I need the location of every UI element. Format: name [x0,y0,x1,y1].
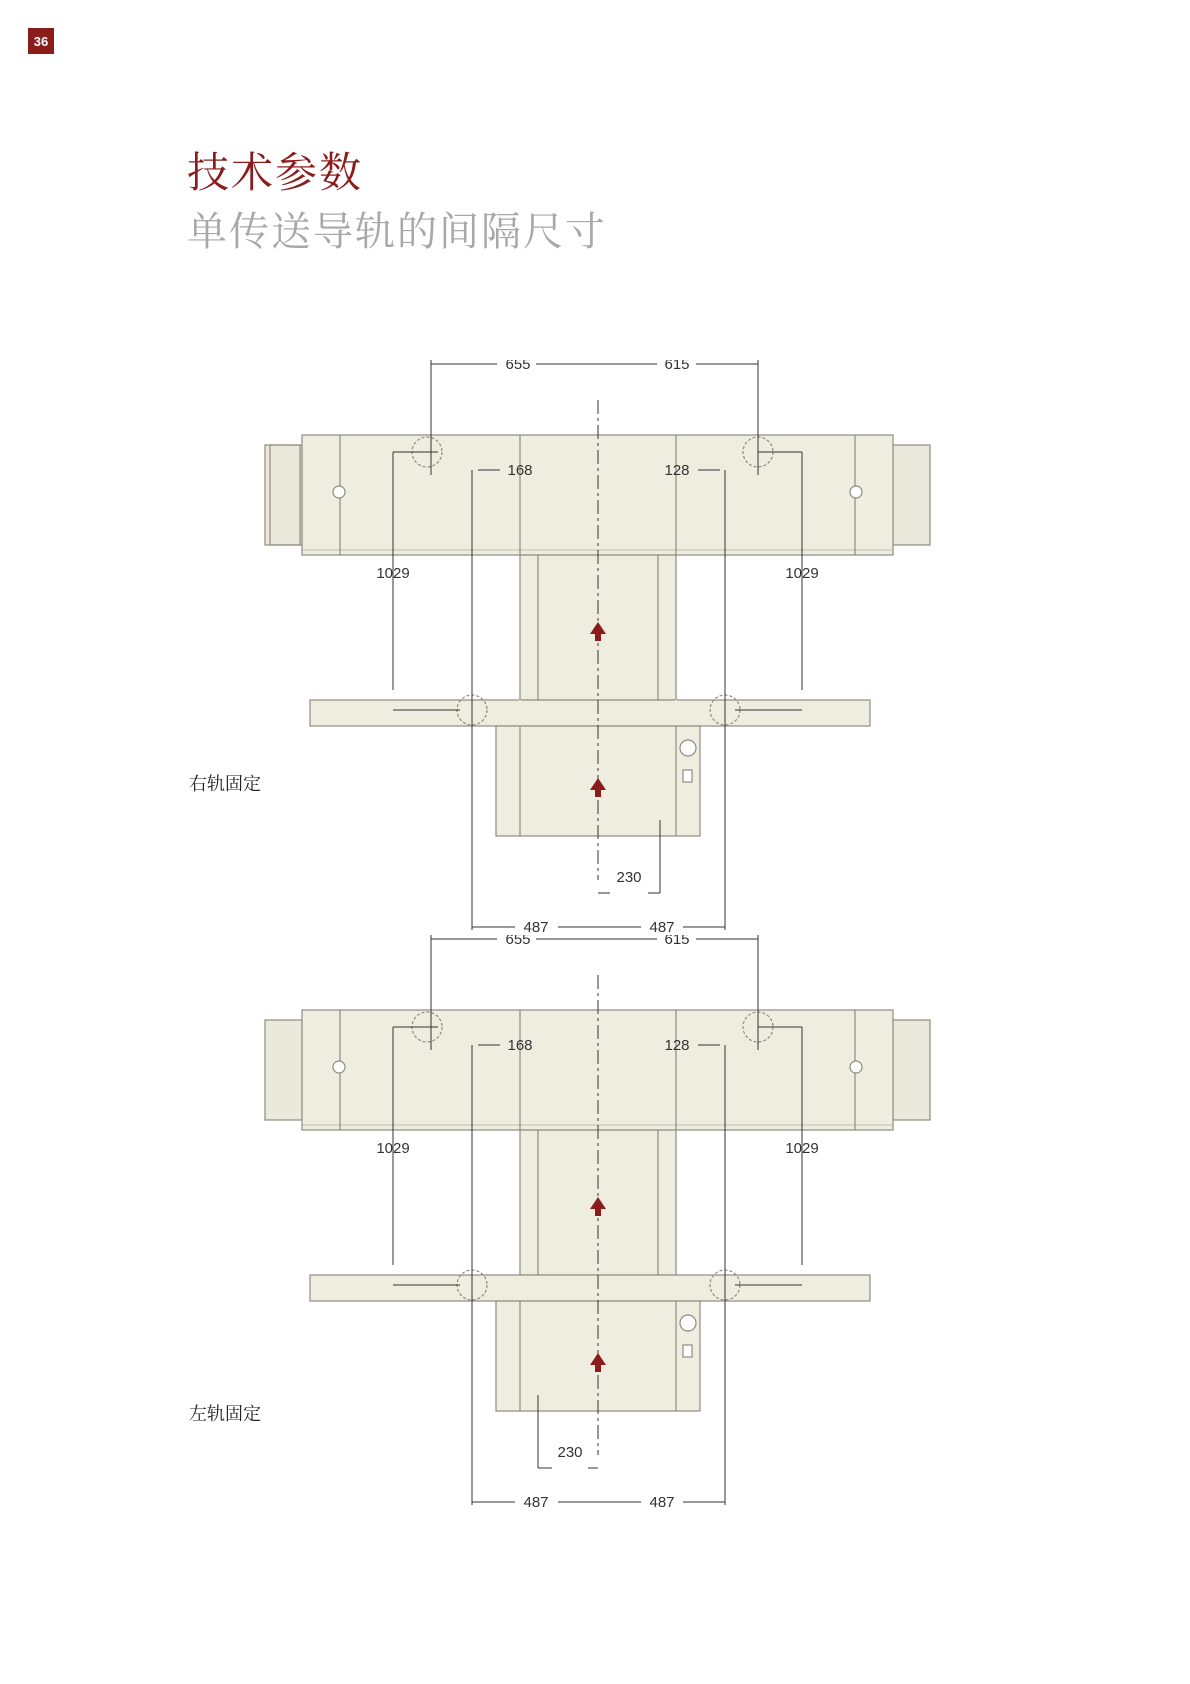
dim-left-top: 655 [505,360,531,373]
dim-offset: 230 [557,1444,583,1461]
diagram-left-rail-fixed [0,935,1190,1535]
dim-right-inner: 128 [664,1037,690,1054]
dim-right-vert: 1029 [785,565,819,582]
caption-right-rail-fixed: 右轨固定 [189,774,261,795]
caption-left-rail-fixed: 左轨固定 [189,1404,261,1425]
page-number: 36 [28,28,54,54]
dim-left-inner: 168 [507,462,533,479]
dim-right-inner: 128 [664,462,690,479]
dim-right-bottom: 487 [649,1494,675,1511]
dim-left-top: 655 [505,935,531,948]
page-title: 技术参数 [187,148,364,197]
dim-right-top: 615 [664,360,690,373]
page-subtitle: 单传送导轨的间隔尺寸 [187,209,607,255]
dim-left-vert: 1029 [376,565,410,582]
dim-right-vert: 1029 [785,1140,819,1157]
dim-left-bottom: 487 [523,919,549,936]
dim-right-top: 615 [664,935,690,948]
dim-left-vert: 1029 [376,1140,410,1157]
dim-left-bottom: 487 [523,1494,549,1511]
dim-left-inner: 168 [507,1037,533,1054]
dim-offset: 230 [616,869,642,886]
dim-right-bottom: 487 [649,919,675,936]
diagram-right-rail-fixed [0,360,1190,960]
